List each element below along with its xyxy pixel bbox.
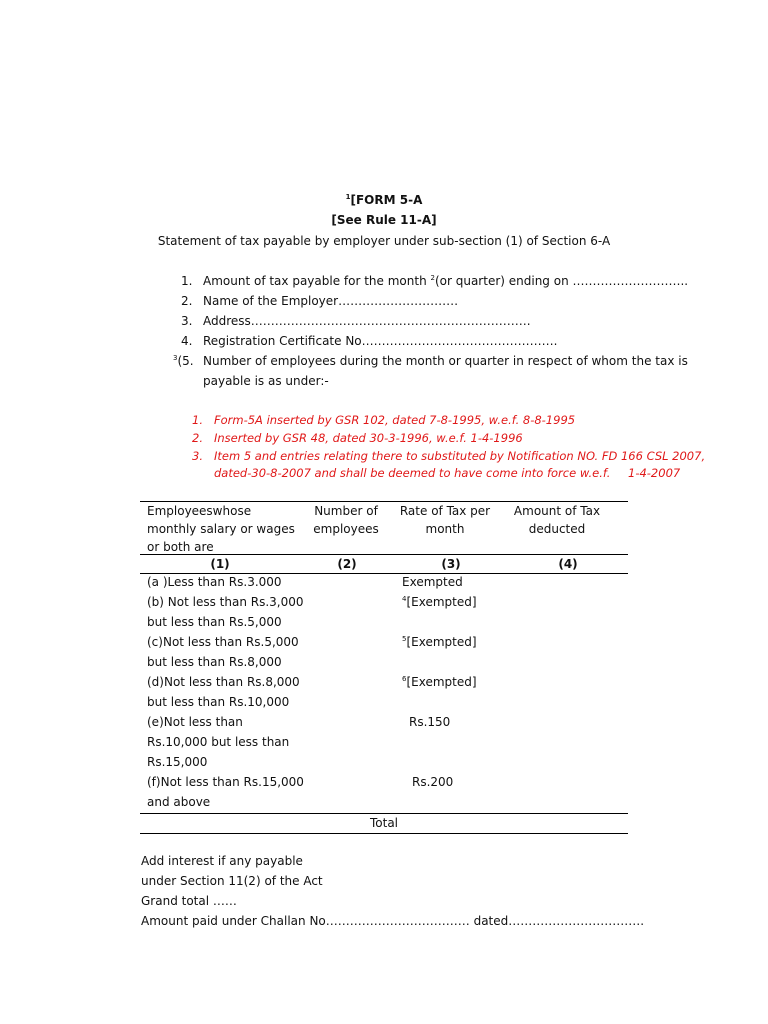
column-header-rate-of-tax: Rate of Tax per month <box>399 504 491 536</box>
item-1-footnote-marker: 2 <box>430 274 435 282</box>
item-1-number: 1. <box>181 274 193 288</box>
item-5-text-line1: Number of employees during the month or quarter in respect of whom the tax is <box>203 354 688 368</box>
table-row-e-rate: Rs.150 <box>409 715 451 729</box>
item-4 <box>181 334 558 348</box>
table-row-c-rate-text: [Exempted] <box>406 635 477 649</box>
table-row-b-footnote-marker: 4 <box>402 595 407 603</box>
item-5-footnote-marker: 3 <box>173 354 178 362</box>
rule-reference: [See Rule 11-A] <box>331 213 437 227</box>
footnote-1-number: 1. <box>192 413 203 427</box>
table-row-e-label-line3: Rs.15,000 <box>147 755 208 769</box>
footnote-1 <box>192 413 576 427</box>
table-row-d-rate <box>402 673 477 691</box>
column-number-2: (2) <box>337 557 357 571</box>
item-4-text: Registration Certificate No…………………………………………. <box>203 334 558 348</box>
item-5-text-line2: payable is as under:- <box>203 374 329 388</box>
table-row-e-label-line2: Rs.10,000 but less than <box>147 735 290 749</box>
table-row-d-label-line1: (d)Not less than Rs.8,000 <box>147 675 300 689</box>
table-row-f-rate: Rs.200 <box>412 775 454 789</box>
table-row-c-label-line2: but less than Rs.8,000 <box>147 655 282 669</box>
footnote-2-text: Inserted by GSR 48, dated 30-3-1996, w.e.f. 1-4-1996 <box>214 431 523 445</box>
item-1-text-before: Amount of tax payable for the month <box>203 274 431 288</box>
table-row-d-label-line2: but less than Rs.10,000 <box>147 695 290 709</box>
table-total-label: Total <box>369 816 399 830</box>
table-row-a-label: (a )Less than Rs.3.000 <box>147 575 282 589</box>
item-5 <box>173 354 688 368</box>
table-row-c-footnote-marker: 5 <box>402 635 407 643</box>
column-number-4: (4) <box>558 557 578 571</box>
table-row-a-rate-text: Exempted <box>402 575 463 589</box>
footnote-3-text-line2: dated-30-8-2007 and shall be deemed to have come into force w.e.f. <box>214 466 611 480</box>
footnote-1-text: Form-5A inserted by GSR 102, dated 7-8-1995, w.e.f. 8-8-1995 <box>214 413 576 427</box>
column-header-number-of-employees: Number of employees <box>313 504 379 536</box>
column-header-amount-deducted: Amount of Tax deducted <box>513 504 601 536</box>
table-row-d-rate-text: [Exempted] <box>406 675 477 689</box>
item-2-number: 2. <box>181 294 193 308</box>
footnote-2 <box>192 431 523 445</box>
item-1-text-after: (or quarter) ending on ……………………….. <box>434 274 689 288</box>
table-row-b-rate <box>402 593 477 611</box>
table-row-b-label-line2: but less than Rs.5,000 <box>147 615 282 629</box>
item-1-text <box>203 274 688 288</box>
item-2-text: Name of the Employer………………………… <box>203 294 459 308</box>
column-number-3: (3) <box>441 557 461 571</box>
item-4-number: 4. <box>181 334 193 348</box>
table-row-f-label-line1: (f)Not less than Rs.15,000 <box>147 775 304 789</box>
footnote-2-number: 2. <box>192 431 203 445</box>
item-3-text: Address……………………………………………………………. <box>203 314 531 328</box>
column-number-1: (1) <box>210 557 230 571</box>
form-title-text: [FORM 5-A <box>350 193 423 207</box>
column-header-employees-salary: Employeeswhose monthly salary or wages or both are <box>147 504 295 554</box>
item-5-number: (5. <box>177 354 194 368</box>
item-3-number: 3. <box>181 314 193 328</box>
table-bottom-rule <box>140 833 628 834</box>
form-subtitle: Statement of tax payable by employer under sub-section (1) of Section 6-A <box>157 234 611 248</box>
item-1 <box>181 274 689 288</box>
table-row-f-label-line2: and above <box>147 795 211 809</box>
table-row-e-label-line1: (e)Not less than <box>147 715 243 729</box>
table-row-b-rate-text: [Exempted] <box>406 595 477 609</box>
item-2 <box>181 294 459 308</box>
footnote-3-text-line1: Item 5 and entries relating there to substituted by Notification NO. FD 166 CSL 2007, <box>214 449 706 463</box>
footnote-3-date: 1-4-2007 <box>628 466 681 480</box>
challan-payment-line: Amount paid under Challan No……………………………… dated……………………………. <box>141 914 645 928</box>
table-row-c-label-line1: (c)Not less than Rs.5,000 <box>147 635 299 649</box>
table-row-d-footnote-marker: 6 <box>402 675 407 683</box>
table-row-c-rate <box>402 633 477 651</box>
table-row-a-rate <box>402 573 463 591</box>
grand-total-label: Grand total …… <box>141 894 237 908</box>
interest-label-line2: under Section 11(2) of the Act <box>141 874 323 888</box>
form-title-footnote-marker: 1 <box>345 193 351 201</box>
form-title <box>284 193 484 207</box>
interest-label-line1: Add interest if any payable <box>141 854 303 868</box>
item-3 <box>181 314 531 328</box>
table-row-b-label-line1: (b) Not less than Rs.3,000 <box>147 595 304 609</box>
footnote-3-number: 3. <box>192 449 203 463</box>
footnote-3 <box>192 449 706 463</box>
